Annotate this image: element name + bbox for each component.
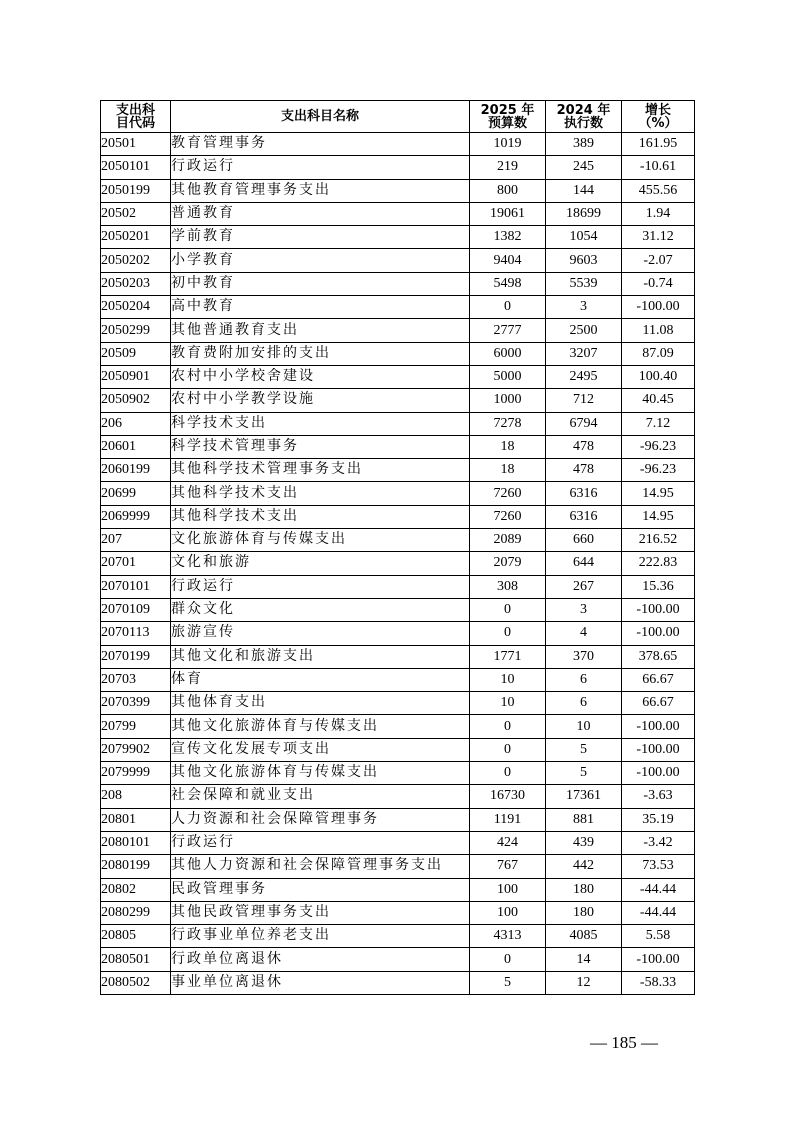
table-row bbox=[101, 505, 695, 528]
growth-cell: -100.00 bbox=[622, 622, 695, 645]
code-cell: 20805 bbox=[101, 925, 171, 948]
name-cell: 其他文化旅游体育与传媒支出 bbox=[171, 762, 470, 785]
code-cell: 2079999 bbox=[101, 762, 171, 785]
budget-2025-cell: 0 bbox=[470, 762, 546, 785]
table-row bbox=[101, 342, 695, 365]
name-cell: 其他普通教育支出 bbox=[171, 319, 470, 342]
name-cell: 高中教育 bbox=[171, 296, 470, 319]
name-cell: 文化旅游体育与传媒支出 bbox=[171, 529, 470, 552]
budget-2025-cell: 10 bbox=[470, 692, 546, 715]
code-cell: 2070109 bbox=[101, 598, 171, 621]
growth-cell: 216.52 bbox=[622, 529, 695, 552]
table-row bbox=[101, 901, 695, 924]
actual-2024-cell: 144 bbox=[546, 179, 622, 202]
header-actual-2024: 2024 年 执行数 bbox=[546, 101, 622, 133]
actual-2024-cell: 881 bbox=[546, 808, 622, 831]
table-row bbox=[101, 645, 695, 668]
table-row bbox=[101, 389, 695, 412]
budget-2025-cell: 0 bbox=[470, 296, 546, 319]
name-cell: 教育管理事务 bbox=[171, 133, 470, 156]
actual-2024-cell: 9603 bbox=[546, 249, 622, 272]
code-cell: 2080199 bbox=[101, 855, 171, 878]
growth-cell: 87.09 bbox=[622, 342, 695, 365]
name-cell: 农村中小学校舍建设 bbox=[171, 365, 470, 388]
code-cell: 20799 bbox=[101, 715, 171, 738]
header-budget-2025: 2025 年 预算数 bbox=[470, 101, 546, 133]
actual-2024-cell: 660 bbox=[546, 529, 622, 552]
actual-2024-cell: 389 bbox=[546, 133, 622, 156]
actual-2024-cell: 6316 bbox=[546, 482, 622, 505]
budget-2025-cell: 4313 bbox=[470, 925, 546, 948]
actual-2024-cell: 644 bbox=[546, 552, 622, 575]
name-cell: 民政管理事务 bbox=[171, 878, 470, 901]
growth-cell: 31.12 bbox=[622, 226, 695, 249]
name-cell: 其他科学技术管理事务支出 bbox=[171, 459, 470, 482]
name-cell: 行政单位离退休 bbox=[171, 948, 470, 971]
table-row bbox=[101, 179, 695, 202]
name-cell: 宣传文化发展专项支出 bbox=[171, 738, 470, 761]
name-cell: 行政运行 bbox=[171, 831, 470, 854]
code-cell: 2080502 bbox=[101, 971, 171, 994]
table-row bbox=[101, 272, 695, 295]
code-cell: 207 bbox=[101, 529, 171, 552]
table-row bbox=[101, 831, 695, 854]
name-cell: 其他科学技术支出 bbox=[171, 505, 470, 528]
code-cell: 2050199 bbox=[101, 179, 171, 202]
actual-2024-cell: 14 bbox=[546, 948, 622, 971]
budget-2025-cell: 0 bbox=[470, 598, 546, 621]
name-cell: 教育费附加安排的支出 bbox=[171, 342, 470, 365]
actual-2024-cell: 478 bbox=[546, 459, 622, 482]
table-row bbox=[101, 133, 695, 156]
table-row bbox=[101, 156, 695, 179]
budget-2025-cell: 1382 bbox=[470, 226, 546, 249]
budget-2025-cell: 7278 bbox=[470, 412, 546, 435]
code-cell: 2070113 bbox=[101, 622, 171, 645]
table-row bbox=[101, 529, 695, 552]
header-name: 支出科目名称 bbox=[171, 101, 470, 133]
name-cell: 行政事业单位养老支出 bbox=[171, 925, 470, 948]
table-row bbox=[101, 202, 695, 225]
actual-2024-cell: 712 bbox=[546, 389, 622, 412]
table-row bbox=[101, 482, 695, 505]
growth-cell: -3.42 bbox=[622, 831, 695, 854]
growth-cell: 66.67 bbox=[622, 668, 695, 691]
actual-2024-cell: 6316 bbox=[546, 505, 622, 528]
actual-2024-cell: 442 bbox=[546, 855, 622, 878]
actual-2024-cell: 18699 bbox=[546, 202, 622, 225]
code-cell: 2079902 bbox=[101, 738, 171, 761]
name-cell: 初中教育 bbox=[171, 272, 470, 295]
budget-2025-cell: 219 bbox=[470, 156, 546, 179]
table-row bbox=[101, 412, 695, 435]
code-cell: 2070399 bbox=[101, 692, 171, 715]
growth-cell: -2.07 bbox=[622, 249, 695, 272]
actual-2024-cell: 12 bbox=[546, 971, 622, 994]
table-row bbox=[101, 808, 695, 831]
name-cell: 行政运行 bbox=[171, 575, 470, 598]
growth-cell: 40.45 bbox=[622, 389, 695, 412]
growth-cell: 15.36 bbox=[622, 575, 695, 598]
budget-2025-cell: 10 bbox=[470, 668, 546, 691]
code-cell: 20703 bbox=[101, 668, 171, 691]
code-cell: 2050203 bbox=[101, 272, 171, 295]
code-cell: 2069999 bbox=[101, 505, 171, 528]
header-code: 支出科 目代码 bbox=[101, 101, 171, 133]
code-cell: 20801 bbox=[101, 808, 171, 831]
name-cell: 其他体育支出 bbox=[171, 692, 470, 715]
actual-2024-cell: 6 bbox=[546, 692, 622, 715]
actual-2024-cell: 2495 bbox=[546, 365, 622, 388]
name-cell: 其他民政管理事务支出 bbox=[171, 901, 470, 924]
actual-2024-cell: 3 bbox=[546, 598, 622, 621]
code-cell: 2080501 bbox=[101, 948, 171, 971]
name-cell: 其他科学技术支出 bbox=[171, 482, 470, 505]
budget-2025-cell: 18 bbox=[470, 435, 546, 458]
budget-2025-cell: 7260 bbox=[470, 505, 546, 528]
table-row bbox=[101, 459, 695, 482]
budget-2025-cell: 5498 bbox=[470, 272, 546, 295]
table-row bbox=[101, 738, 695, 761]
name-cell: 文化和旅游 bbox=[171, 552, 470, 575]
code-cell: 2070199 bbox=[101, 645, 171, 668]
table-row bbox=[101, 878, 695, 901]
actual-2024-cell: 6 bbox=[546, 668, 622, 691]
actual-2024-cell: 5 bbox=[546, 738, 622, 761]
table-row bbox=[101, 692, 695, 715]
name-cell: 其他人力资源和社会保障管理事务支出 bbox=[171, 855, 470, 878]
actual-2024-cell: 10 bbox=[546, 715, 622, 738]
budget-2025-cell: 1019 bbox=[470, 133, 546, 156]
budget-2025-cell: 0 bbox=[470, 948, 546, 971]
name-cell: 体育 bbox=[171, 668, 470, 691]
name-cell: 旅游宣传 bbox=[171, 622, 470, 645]
growth-cell: 222.83 bbox=[622, 552, 695, 575]
growth-cell: 14.95 bbox=[622, 482, 695, 505]
actual-2024-cell: 245 bbox=[546, 156, 622, 179]
code-cell: 20601 bbox=[101, 435, 171, 458]
name-cell: 群众文化 bbox=[171, 598, 470, 621]
table-row bbox=[101, 575, 695, 598]
growth-cell: 5.58 bbox=[622, 925, 695, 948]
growth-cell: 14.95 bbox=[622, 505, 695, 528]
code-cell: 20502 bbox=[101, 202, 171, 225]
actual-2024-cell: 478 bbox=[546, 435, 622, 458]
budget-2025-cell: 800 bbox=[470, 179, 546, 202]
code-cell: 2050901 bbox=[101, 365, 171, 388]
code-cell: 2050204 bbox=[101, 296, 171, 319]
table-row bbox=[101, 762, 695, 785]
name-cell: 事业单位离退休 bbox=[171, 971, 470, 994]
growth-cell: 7.12 bbox=[622, 412, 695, 435]
growth-cell: 100.40 bbox=[622, 365, 695, 388]
code-cell: 2050902 bbox=[101, 389, 171, 412]
code-cell: 2050201 bbox=[101, 226, 171, 249]
budget-2025-cell: 16730 bbox=[470, 785, 546, 808]
budget-2025-cell: 5000 bbox=[470, 365, 546, 388]
budget-2025-cell: 2079 bbox=[470, 552, 546, 575]
code-cell: 2050202 bbox=[101, 249, 171, 272]
budget-2025-cell: 0 bbox=[470, 622, 546, 645]
name-cell: 小学教育 bbox=[171, 249, 470, 272]
budget-2025-cell: 424 bbox=[470, 831, 546, 854]
growth-cell: -44.44 bbox=[622, 878, 695, 901]
growth-cell: 1.94 bbox=[622, 202, 695, 225]
actual-2024-cell: 3 bbox=[546, 296, 622, 319]
growth-cell: 35.19 bbox=[622, 808, 695, 831]
actual-2024-cell: 2500 bbox=[546, 319, 622, 342]
actual-2024-cell: 370 bbox=[546, 645, 622, 668]
table-row bbox=[101, 668, 695, 691]
growth-cell: -100.00 bbox=[622, 598, 695, 621]
budget-2025-cell: 0 bbox=[470, 715, 546, 738]
growth-cell: -100.00 bbox=[622, 948, 695, 971]
budget-2025-cell: 0 bbox=[470, 738, 546, 761]
budget-2025-cell: 1000 bbox=[470, 389, 546, 412]
growth-cell: 73.53 bbox=[622, 855, 695, 878]
actual-2024-cell: 439 bbox=[546, 831, 622, 854]
table-row bbox=[101, 855, 695, 878]
actual-2024-cell: 6794 bbox=[546, 412, 622, 435]
budget-table bbox=[100, 100, 695, 995]
growth-cell: -10.61 bbox=[622, 156, 695, 179]
actual-2024-cell: 3207 bbox=[546, 342, 622, 365]
name-cell: 其他教育管理事务支出 bbox=[171, 179, 470, 202]
budget-2025-cell: 9404 bbox=[470, 249, 546, 272]
table-row bbox=[101, 715, 695, 738]
actual-2024-cell: 4085 bbox=[546, 925, 622, 948]
code-cell: 208 bbox=[101, 785, 171, 808]
growth-cell: 161.95 bbox=[622, 133, 695, 156]
budget-2025-cell: 2777 bbox=[470, 319, 546, 342]
table-row bbox=[101, 925, 695, 948]
name-cell: 科学技术支出 bbox=[171, 412, 470, 435]
actual-2024-cell: 4 bbox=[546, 622, 622, 645]
table-row bbox=[101, 598, 695, 621]
budget-2025-cell: 5 bbox=[470, 971, 546, 994]
code-cell: 20509 bbox=[101, 342, 171, 365]
table-row bbox=[101, 319, 695, 342]
name-cell: 人力资源和社会保障管理事务 bbox=[171, 808, 470, 831]
table-row bbox=[101, 249, 695, 272]
growth-cell: -58.33 bbox=[622, 971, 695, 994]
code-cell: 2080299 bbox=[101, 901, 171, 924]
budget-2025-cell: 6000 bbox=[470, 342, 546, 365]
header-row bbox=[101, 101, 695, 133]
code-cell: 206 bbox=[101, 412, 171, 435]
growth-cell: -3.63 bbox=[622, 785, 695, 808]
table-header bbox=[101, 101, 695, 133]
table-row bbox=[101, 622, 695, 645]
table-row bbox=[101, 365, 695, 388]
name-cell: 学前教育 bbox=[171, 226, 470, 249]
growth-cell: 455.56 bbox=[622, 179, 695, 202]
growth-cell: 378.65 bbox=[622, 645, 695, 668]
name-cell: 农村中小学教学设施 bbox=[171, 389, 470, 412]
growth-cell: -44.44 bbox=[622, 901, 695, 924]
name-cell: 其他文化旅游体育与传媒支出 bbox=[171, 715, 470, 738]
growth-cell: 11.08 bbox=[622, 319, 695, 342]
budget-2025-cell: 767 bbox=[470, 855, 546, 878]
budget-2025-cell: 100 bbox=[470, 878, 546, 901]
growth-cell: -100.00 bbox=[622, 296, 695, 319]
name-cell: 行政运行 bbox=[171, 156, 470, 179]
table-row bbox=[101, 226, 695, 249]
code-cell: 2080101 bbox=[101, 831, 171, 854]
code-cell: 2050299 bbox=[101, 319, 171, 342]
budget-2025-cell: 18 bbox=[470, 459, 546, 482]
table-row bbox=[101, 552, 695, 575]
table-row bbox=[101, 948, 695, 971]
growth-cell: -0.74 bbox=[622, 272, 695, 295]
growth-cell: -96.23 bbox=[622, 459, 695, 482]
table-body bbox=[101, 133, 695, 995]
name-cell: 社会保障和就业支出 bbox=[171, 785, 470, 808]
budget-2025-cell: 7260 bbox=[470, 482, 546, 505]
code-cell: 2050101 bbox=[101, 156, 171, 179]
actual-2024-cell: 5 bbox=[546, 762, 622, 785]
growth-cell: -100.00 bbox=[622, 715, 695, 738]
table-row bbox=[101, 435, 695, 458]
name-cell: 科学技术管理事务 bbox=[171, 435, 470, 458]
budget-2025-cell: 1771 bbox=[470, 645, 546, 668]
budget-2025-cell: 1191 bbox=[470, 808, 546, 831]
actual-2024-cell: 5539 bbox=[546, 272, 622, 295]
code-cell: 20501 bbox=[101, 133, 171, 156]
table-row bbox=[101, 296, 695, 319]
page-number: — 185 — bbox=[590, 1033, 658, 1052]
budget-2025-cell: 308 bbox=[470, 575, 546, 598]
actual-2024-cell: 180 bbox=[546, 901, 622, 924]
name-cell: 其他文化和旅游支出 bbox=[171, 645, 470, 668]
actual-2024-cell: 180 bbox=[546, 878, 622, 901]
header-growth: 增长 （%） bbox=[622, 101, 695, 133]
actual-2024-cell: 1054 bbox=[546, 226, 622, 249]
code-cell: 2060199 bbox=[101, 459, 171, 482]
actual-2024-cell: 267 bbox=[546, 575, 622, 598]
budget-2025-cell: 2089 bbox=[470, 529, 546, 552]
growth-cell: -100.00 bbox=[622, 738, 695, 761]
growth-cell: -100.00 bbox=[622, 762, 695, 785]
table-row bbox=[101, 785, 695, 808]
code-cell: 2070101 bbox=[101, 575, 171, 598]
actual-2024-cell: 17361 bbox=[546, 785, 622, 808]
name-cell: 普通教育 bbox=[171, 202, 470, 225]
code-cell: 20699 bbox=[101, 482, 171, 505]
code-cell: 20802 bbox=[101, 878, 171, 901]
budget-2025-cell: 100 bbox=[470, 901, 546, 924]
budget-2025-cell: 19061 bbox=[470, 202, 546, 225]
code-cell: 20701 bbox=[101, 552, 171, 575]
growth-cell: -96.23 bbox=[622, 435, 695, 458]
table-row bbox=[101, 971, 695, 994]
growth-cell: 66.67 bbox=[622, 692, 695, 715]
